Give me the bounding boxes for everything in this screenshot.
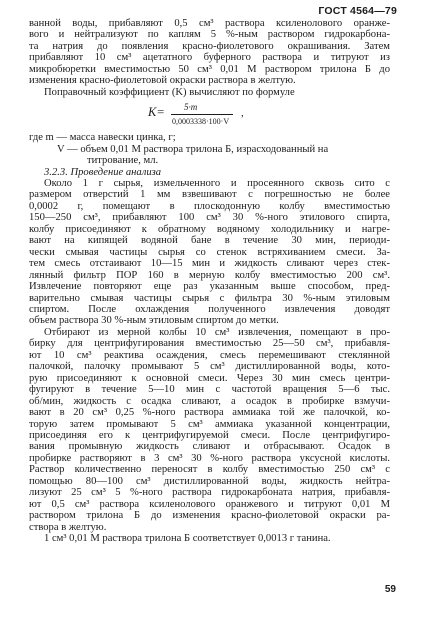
section-title: 3.2.3. Проведение анализа [44,166,162,178]
text-line: палочкой, палочку промывают 5 см³ дистиллированной воды, кото- [29,361,390,373]
paragraph-3 [29,178,390,327]
paragraph-2: Поправочный коэффициент (K) вычисляют по формуле [44,86,295,98]
text-line: створа в желтую. [29,521,107,533]
page-body [29,18,390,544]
text-line: та натрия до появления красно-фиолетового окрашивания. Затем [29,40,390,52]
text-line: прибавляют 10 см³ ацетатного буферного раствора и титруют из [29,52,390,64]
text-line: бирку для центрифугирования вместимостью 25—50 см³, прибавля- [29,338,390,350]
text-line: спиртом. После охлаждения полученного извлечения доводят [29,303,390,315]
definition-v-cont: титрование, мл. [87,155,159,167]
text-line: Извлечение повторяют еще раз указанным выше способом, пред- [29,281,390,293]
page-number: 59 [384,584,396,595]
text-line: Около 1 г сырья, измельченного и просеянного сквозь сито с [44,177,390,189]
definition-v: V — объем 0,01 М раствора трилона Б, израсходованный на [57,143,329,155]
fraction-bar [171,114,233,115]
text-line: присоединяя его к центрифугируемой смеси. После центрифугиро- [29,429,390,441]
formula-lhs: K= [148,105,165,120]
text-line: ют 10 см³ реактива осаждения, смесь перемешивают стеклянной [29,349,390,361]
text-line: пробирке растворяют в 3 см³ 30 %-ного раствора уксусной кислоты. [29,452,390,464]
text-line: помощью 80—100 см³ дистиллированной воды, жидкость нейтра- [29,475,390,487]
text-line: микробюретки вместимостью 50 см³ 0,01 М раствором трилона Б до [29,63,390,75]
formula-trail: , [241,107,244,120]
formula-denominator: 0,0003338·100·V [172,117,230,127]
text-line: Раствор количественно переносят в колбу вместимостью 250 см³ с [29,464,390,476]
text-line: тем смесь отстаивают 10—15 мин и жидкость сливают через стек- [29,258,390,270]
text-line: вого и нейтрализуют по каплям 5 %-ным раствором гидрокарбона- [29,29,390,41]
text-line: лянный фильтр ПОР 160 в мерную колбу вместимостью 200 см³. [29,269,390,281]
page-header: ГОСТ 4564—79 [318,5,397,17]
text-line: размером отверстий 1 мм взвешивают с погрешностью не более [29,189,390,201]
text-line: ванной воды, прибавляют 0,5 см³ раствора ксиленолового оранже- [29,18,390,29]
paragraph-5: 1 см³ 0,01 М раствора трилона Б соответствует 0,0013 г танина. [44,533,331,545]
text-line: Отбирают из мерной колбы 10 см³ извлечения, помещают в про- [44,326,390,338]
paragraph-4 [29,327,390,533]
paragraph-1 [29,18,390,87]
text-line: варительно смывая частицы сырья с фильтра 30 %-ным этиловым [29,292,390,304]
text-line: лизуют 25 см³ 5 %-ного раствора гидрокарбоната натрия, прибавля- [29,487,390,499]
text-line: вают на кипящей водяной бане в течение 30 мин, периоди- [29,235,390,247]
definitions [29,132,390,166]
text-line: 150—250 см³, прибавляют 100 см³ 30 %-ного этилового спирта, [29,212,390,224]
text-line: чески смывая частицы сырья со стенок встряхиванием смеси. За- [29,246,390,258]
text-line: фугируют в течение 5—10 мин с частотой вращения 5—6 тыс. [29,384,390,396]
definition-m: где m — масса навески цинка, г; [29,132,176,144]
formula-numerator: 5·m [184,102,198,113]
text-line: рую присоединяют к основной смеси. Через 30 мин смесь центри- [29,372,390,384]
text-line: торую затем промывают 5 см³ аммиака указанной концентрации, [29,418,390,430]
text-line: ют 0,5 см³ раствора ксиленолового оранжевого и титруют 0,01 М [29,498,390,510]
text-line: колбу присоединяют к обратному водяному холодильнику и нагре- [29,223,390,235]
text-line: 0,0002 г, помещают в плоскодонную колбу вместимостью [29,200,390,212]
text-line: об/мин, жидкость с осадка сливают, а осадок в пробирке взмучи- [29,395,390,407]
text-line: объем раствора 30 %-ным этиловым спиртом до метки. [29,315,279,327]
formula [29,98,390,132]
text-line: изменения красно-фиолетовой окраски раствора в желтую. [29,75,296,87]
text-line: раствором трилона Б до изменения красно-фиолетовой окраски ра- [29,510,390,522]
text-line: вания промывную жидкость сливают и отбрасывают. Осадок в [29,441,390,453]
text-line: вают в 20 см³ 0,25 %-ного раствора аммиака той же палочкой, ко- [29,407,390,419]
